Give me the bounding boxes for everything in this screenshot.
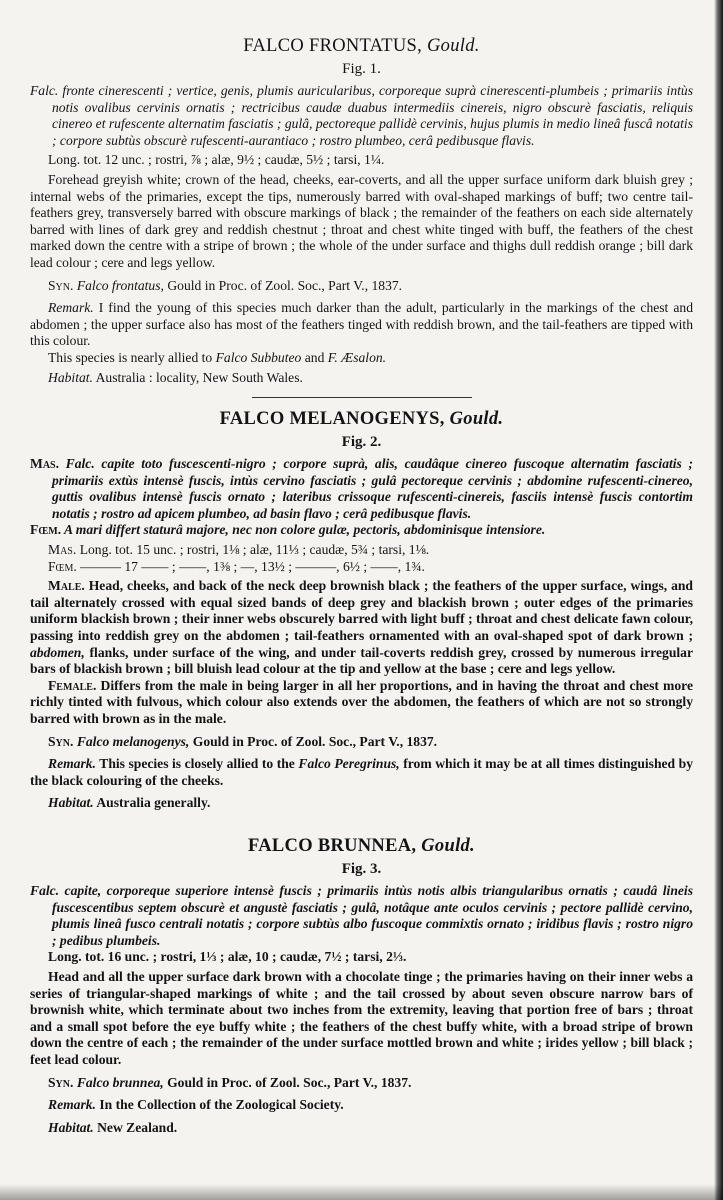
meas-male: Long. tot. 15 unc. ; rostri, 1⅛ ; alæ, 11⅓ ; caudæ, 5¾ ; tarsi, 1⅛. (79, 542, 430, 558)
syn-name: Falco melanogenys, (76, 733, 190, 749)
species-falco-melanogenys (30, 409, 693, 812)
female-label: Female. (48, 677, 97, 693)
synonym (30, 734, 693, 751)
diagnosis-text: fronte cinerescenti ; vertice, genis, plumis auricularibus, corporeque suprà cinerescenti-plumbeis ; primariis intùs notis ovalibus cervinis ornatis ; rectricibus caudæ duabus intermediis cinereis, nigro obscurè fasciatis, reliquis cinereo et rufescente alternatim fasciatis ; gulâ, pectoreque pallidè cervinis, hujus plumis in medio lineâ fuscâ notatis ; corpore subtùs obscurè rufescenti-aurantiaco ; rostro plumbeo, cerâ pedibusque flavis. (52, 83, 693, 148)
habitat-text: Australia generally. (96, 795, 211, 811)
male-text: Head, cheeks, and back of the neck deep brownish black ; the feathers of the upper surface, wings, and tail alternately crossed with equal sized bands of deep grey and blackish brown ; outer edges of the primaries uniform blackish brown ; their inner webs obscurely barred with light buff ; throat and chest delicate fawn colour, passing into reddish grey on the abdomen ; tail-feathers ornamented with an oval-shaped spot of dark brown ; (30, 578, 693, 644)
allied-species-1: Falco Subbuteo (215, 349, 302, 365)
remark (30, 300, 693, 350)
measurements: Long. tot. 12 unc. ; rostri, ⅞ ; alæ, 9½ ; caudæ, 5½ ; tarsi, 1¼. (48, 152, 385, 168)
remark-label: Remark. (48, 300, 94, 316)
remark (30, 756, 693, 789)
latin-diagnosis-female (30, 522, 693, 539)
allied-species-2: F. Æsalon. (327, 349, 387, 365)
remark-species: Falco Peregrinus, (298, 756, 400, 772)
meas-female-label: Fœm. (48, 558, 77, 574)
description: Forehead greyish white; crown of the head, cheeks, ear-coverts, and all the upper surface uniform dark bluish grey ; internal webs of the primaries, except the tips, numerously barred with oval-shaped markings of buff; two centre tail-feathers grey, transversely barred with obscure markings of black ; the remainder of the feathers on each side alternately barred with lines of dark grey and reddish chestnut ; throat and chest white tinged with buff, the feathers of the chest marked down the centre with a stripe of brown ; the whole of the under surface and thighs dull reddish orange ; bill dark lead colour ; cere and legs yellow. (30, 171, 693, 270)
measurements: Long. tot. 16 unc. ; rostri, 1⅓ ; alæ, 10 ; caudæ, 7½ ; tarsi, 2⅓. (48, 949, 407, 965)
page-spine-shadow (714, 0, 723, 1200)
male-description (30, 578, 693, 678)
male-label: Male. (48, 578, 85, 594)
habitat-label: Habitat. (48, 369, 93, 385)
remark-text: I find the young of this species much darker than the adult, particularly in the markings of the chest and abdomen ; the upper surface also has most of the feathers tinged with reddish brown, and the tail-feathers are tipped with this colour. (30, 300, 693, 349)
habitat-text: Australia : locality, New South Wales. (95, 369, 303, 385)
species-falco-brunnea (30, 836, 693, 1136)
species-author: Gould. (427, 36, 480, 56)
syn-name: Falco brunnea, (76, 1074, 164, 1090)
species-author: Gould. (421, 835, 475, 856)
latin-diagnosis: Falc. capite, corporeque superiore intensè fuscis ; primariis intùs notis albis triangularibus ornatis ; caudâ lineis fuscescentibus septem obscurè et angustè fasciatis ; gulâ, notâque ante oculos cervinis ; pectore pallidè cervino, plumis lineâ fusco centrali notatis ; corpore subtùs albo fuscoque commixtis ornato ; iridibus flavis ; rostro nigro ; pedibus plumbeis. (30, 882, 693, 948)
figure-label: Fig. 3. (341, 860, 382, 877)
species-title (30, 409, 693, 430)
habitat (30, 1120, 693, 1137)
habitat (30, 370, 693, 387)
syn-label: Syn. (48, 733, 74, 749)
habitat-label: Habitat. (48, 795, 94, 811)
remark-label: Remark. (48, 756, 96, 772)
section-divider (252, 397, 472, 398)
remark-pre: This species is closely allied to the (99, 756, 295, 772)
syn-reference: Gould in Proc. of Zool. Soc., Part V., 1837. (192, 733, 438, 749)
mas-diagnosis: Falc. capite toto fuscescenti-nigro ; corpore suprà, alis, caudâque cinereo fuscoque alternatim fasciatis ; primariis extùs intensè fuscis, intùs cervino fasciatis ; gulâ pectoreque cervinis ; abdomine rufescenti-cinereo, guttis ovalibus intensè fuscis ornato ; lateribus crissoque rufescenti-cinereis, fasciis intensè fuscis contortim notatis ; rostro ad apicem plumbeo, ad basin flavo ; cerâ pedibusque flavis. (52, 456, 693, 521)
species-title (30, 36, 693, 57)
allied-note (30, 350, 693, 367)
meas-male-label: Mas. (48, 542, 77, 558)
habitat (30, 795, 693, 812)
syn-reference: Gould in Proc. of Zool. Soc., Part V., 1837. (167, 1074, 412, 1090)
remark-post: from which it may be at all times distinguished by the black colouring of the cheeks. (30, 756, 693, 788)
foem-diagnosis: A mari differt staturâ majore, nec non colore gulæ, pectoris, abdominisque intensiore. (64, 522, 546, 538)
meas-female: ——— 17 —— ; ——, 1⅜ ; —, 13½ ; ———, 6½ ; ——, 1¾. (80, 558, 425, 574)
allied-and: and (304, 349, 325, 365)
species-author: Gould. (449, 409, 504, 430)
measurements-male (30, 542, 693, 559)
measurements-female (30, 559, 693, 576)
syn-label: Syn. (48, 277, 74, 293)
female-description (30, 678, 693, 728)
syn-label: Syn. (48, 1074, 74, 1090)
species-title (30, 836, 693, 857)
species-name: FALCO MELANOGENYS, (219, 409, 445, 430)
male-text-italic: abdomen, (30, 644, 85, 660)
synonym (30, 278, 693, 295)
mas-label: Mas. (30, 456, 60, 472)
male-text-rest: flanks, under surface of the wing, and under tail-coverts reddish grey, crossed by numerous irregular bars of blackish brown ; bill bluish lead colour at the tip and yellow at the base ; cere and legs yellow. (30, 644, 693, 677)
species-name: FALCO BRUNNEA, (248, 835, 417, 856)
page-bottom-shadow (0, 1184, 723, 1200)
remark-label: Remark. (48, 1097, 96, 1113)
synonym (30, 1075, 693, 1092)
remark (30, 1097, 693, 1114)
diagnosis-lead: Falc. (30, 83, 59, 98)
remark-text: In the Collection of the Zoological Society. (99, 1097, 344, 1113)
female-text: Differs from the male in being larger in all her proportions, and in having the throat and chest more richly tinted with fulvous, which colour also extends over the abdomen, the feathers of which are not so strongly barred with brown as in the male. (30, 677, 693, 726)
foem-label: Fœm. (30, 522, 62, 538)
habitat-text: New Zealand. (97, 1119, 178, 1135)
latin-diagnosis-male (30, 456, 693, 522)
species-falco-frontatus (30, 36, 693, 386)
figure-label: Fig. 1. (342, 61, 381, 77)
latin-diagnosis (30, 83, 693, 149)
habitat-label: Habitat. (48, 1119, 94, 1135)
description: Head and all the upper surface dark brown with a chocolate tinge ; the primaries having on their inner webs a series of triangular-shaped markings of white ; and the tail crossed by about seven obscure narrow bars of brownish white, which terminate about two inches from the extremity, leaving that portion free of bars ; throat and a small spot before the eye buffy white ; the feathers of the chest buffy white, with a broad stripe of brown down the centre of each ; the remainder of the under surface mottled brown and white ; irides yellow ; bill black ; feet lead colour. (30, 968, 693, 1067)
syn-name: Falco frontatus, (76, 277, 164, 293)
figure-label: Fig. 2. (341, 434, 382, 451)
species-name: FALCO FRONTATUS, (243, 36, 423, 56)
syn-reference: Gould in Proc. of Zool. Soc., Part V., 1837. (167, 277, 403, 293)
allied-pre: This species is nearly allied to (48, 349, 213, 365)
